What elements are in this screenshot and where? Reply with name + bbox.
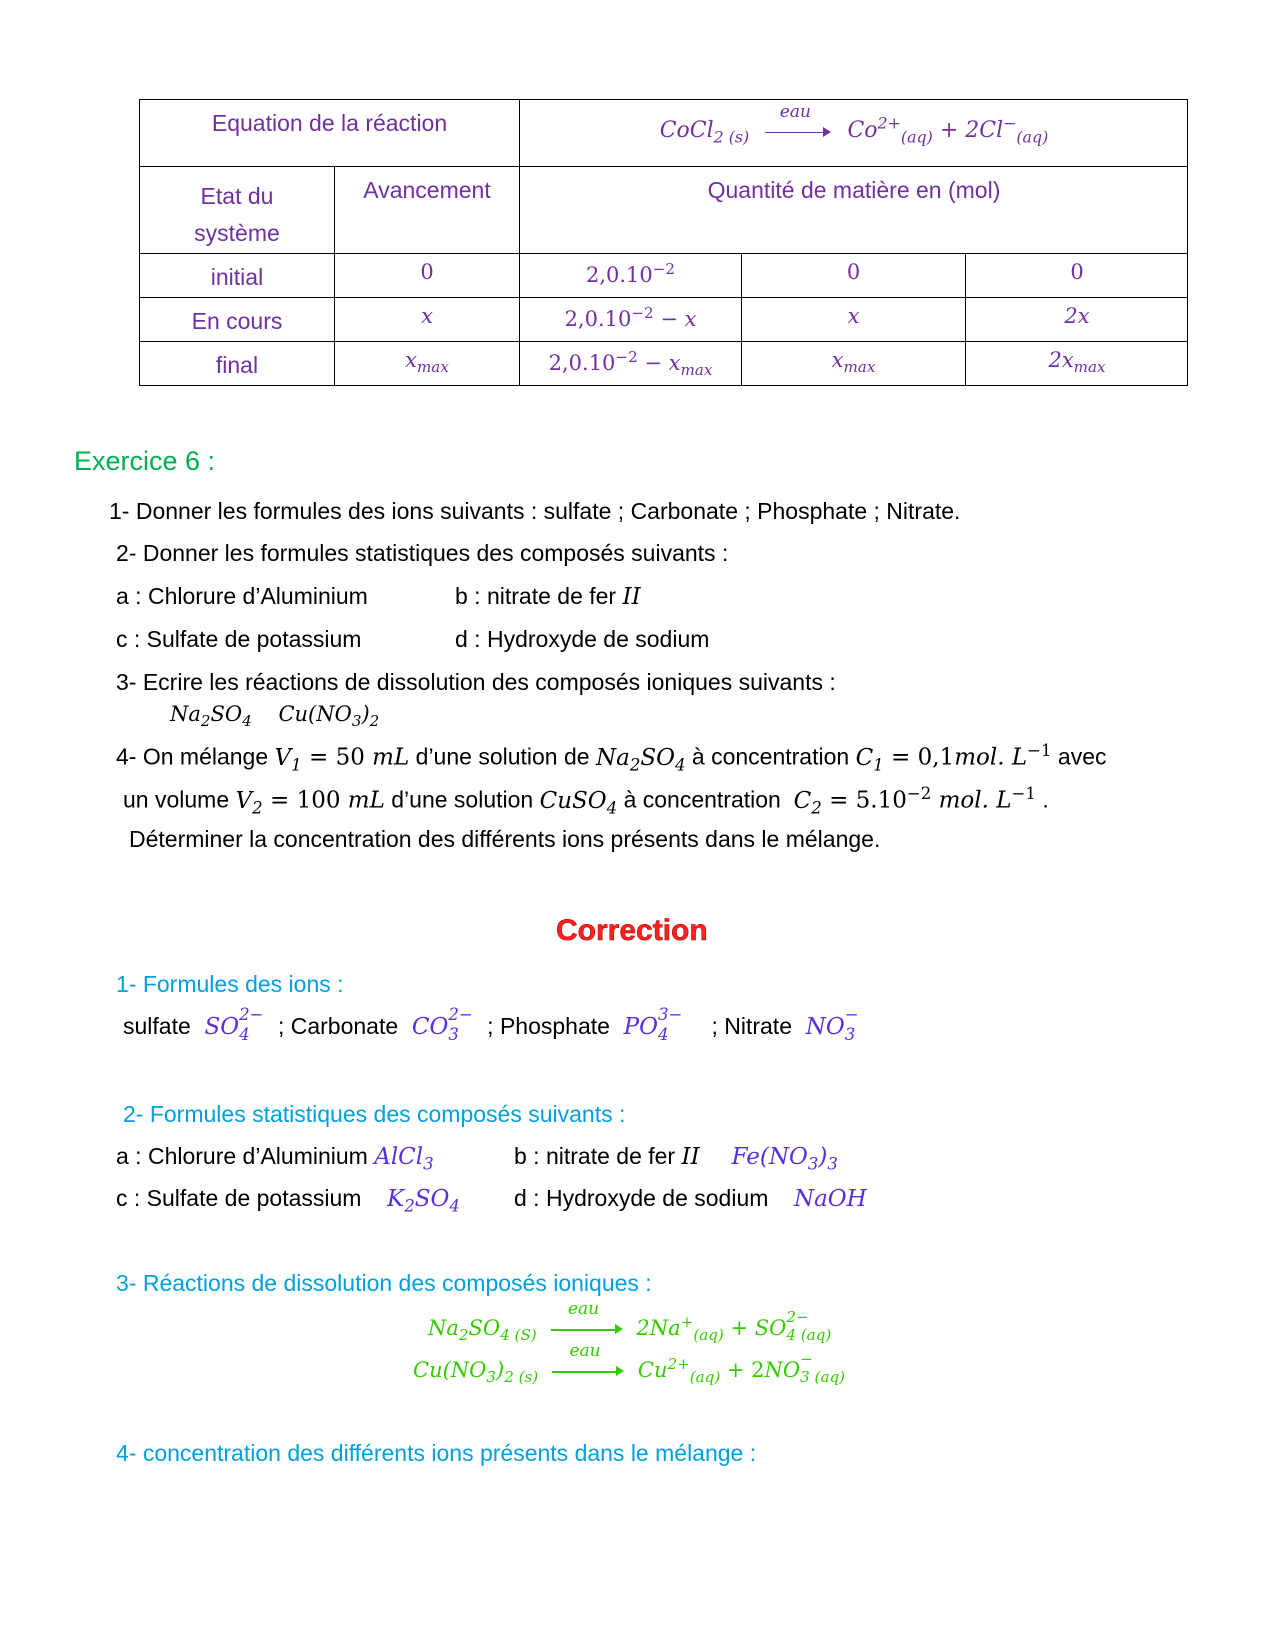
row-ongoing-q3: 2x	[965, 297, 1188, 341]
row-final-q1: $2,0.10^{-2} - x_{max}$	[519, 341, 741, 386]
header-quantity: Quantité de matière en (mol)	[519, 166, 1188, 253]
question-2d: d : Hydroxyde de sodium	[455, 626, 710, 652]
correction-2a: a : Chlorure d’Aluminium AlCl$_3$	[116, 1143, 434, 1174]
row-final-state: final	[139, 341, 334, 386]
row-ongoing-advance: x	[334, 297, 519, 341]
row-initial-q3: 0	[965, 253, 1188, 297]
row-ongoing-q2: x	[741, 297, 965, 341]
dissolution-cuno32: $Cu(NO_3)_{2 (s)}$ eau $Cu^{2+}_{(aq)} + 2NO$ $_{- 3 (aq)}$	[413, 1341, 846, 1387]
row-final-advance: $x_{max}$	[334, 341, 519, 386]
question-2: 2- Donner les formules statistiques des composés suivants :	[116, 540, 729, 566]
question-2b: b : nitrate de fer II	[455, 583, 641, 610]
question-2c: c : Sulfate de potassium	[116, 626, 362, 652]
question-4-last: Déterminer la concentration des différents ions présents dans le mélange.	[129, 826, 881, 852]
equation-cell: CoCl$_{2 (s)}$ eau $Co^{2+}_{(aq)} + 2Cl^-_{(aq)}$	[519, 99, 1188, 166]
correction-2d: d : Hydroxyde de sodium NaOH	[514, 1185, 867, 1212]
question-3-compounds: $Na_2SO_4$ $Cu(NO_3)_2$	[170, 702, 380, 731]
correction-2b: b : nitrate de fer II $Fe(NO_3)_3$	[514, 1143, 838, 1174]
correction-heading-2: 2- Formules statistiques des composés suivants :	[123, 1101, 626, 1127]
row-initial-state: initial	[139, 253, 334, 297]
exercise-title: Exercice 6 :	[74, 446, 216, 476]
dissolution-na2so4: $Na_2SO_{4 (S)}$ eau $2Na^+_{(aq)}$ + SO $_{2- 4 (aq)}$	[428, 1299, 832, 1345]
question-3: 3- Ecrire les réactions de dissolution des composés ioniques suivants :	[116, 669, 836, 695]
equation-products: $Co^{2+}_{(aq)} + 2Cl^-_{(aq)}$	[847, 114, 1049, 147]
row-final-q2: $x_{max}$	[741, 341, 965, 386]
row-ongoing-state: En cours	[139, 297, 334, 341]
correction-heading-3: 3- Réactions de dissolution des composés ioniques :	[116, 1270, 652, 1296]
question-2a: a : Chlorure d’Aluminium	[116, 583, 368, 609]
question-1: 1- Donner les formules des ions suivants : sulfate ; Carbonate ; Phosphate ; Nitrate.	[109, 498, 961, 524]
correction-heading-4: 4- concentration des différents ions présents dans le mélange :	[116, 1440, 757, 1466]
header-state: Etat du système	[139, 166, 334, 253]
stoichiometry-table	[139, 99, 1188, 386]
row-initial-q1: $2,0.10^{-2}$	[519, 253, 741, 297]
question-4-line2: un volume $V_2 = 100$ mL d’une solution CuSO$_4$ à concentration $C_2 = 5.10^{-2}$ mol. $L^{-1}$ .	[123, 784, 1049, 818]
correction-ions: sulfate SO $_{2- 4}$ ; Carbonate CO $_{2- 3}$ ; Phosphate PO $_{3- 4}$ ; Nitrate NO $_{- 3}$	[123, 1004, 859, 1044]
correction-title: Correction	[556, 914, 708, 947]
question-4-line1: 4- On mélange $V_1 = 50$ mL d’une solution de $Na_2SO_4$ à concentration $C_1 = 0,1mol$. $L^{-1}$ avec	[116, 741, 1107, 775]
header-advance: Avancement	[334, 166, 519, 253]
row-ongoing-q1: $2,0.10^{-2} - x$	[519, 297, 741, 341]
row-initial-advance: 0	[334, 253, 519, 297]
equation-label: Equation de la réaction	[211, 110, 448, 136]
correction-heading-1: 1- Formules des ions :	[116, 971, 344, 997]
row-final-q3: $2x_{max}$	[965, 341, 1188, 386]
correction-2c: c : Sulfate de potassium $K_2SO_4$	[116, 1185, 460, 1216]
row-initial-q2: 0	[741, 253, 965, 297]
equation-reactant: CoCl$_{2 (s)}$	[659, 118, 750, 147]
